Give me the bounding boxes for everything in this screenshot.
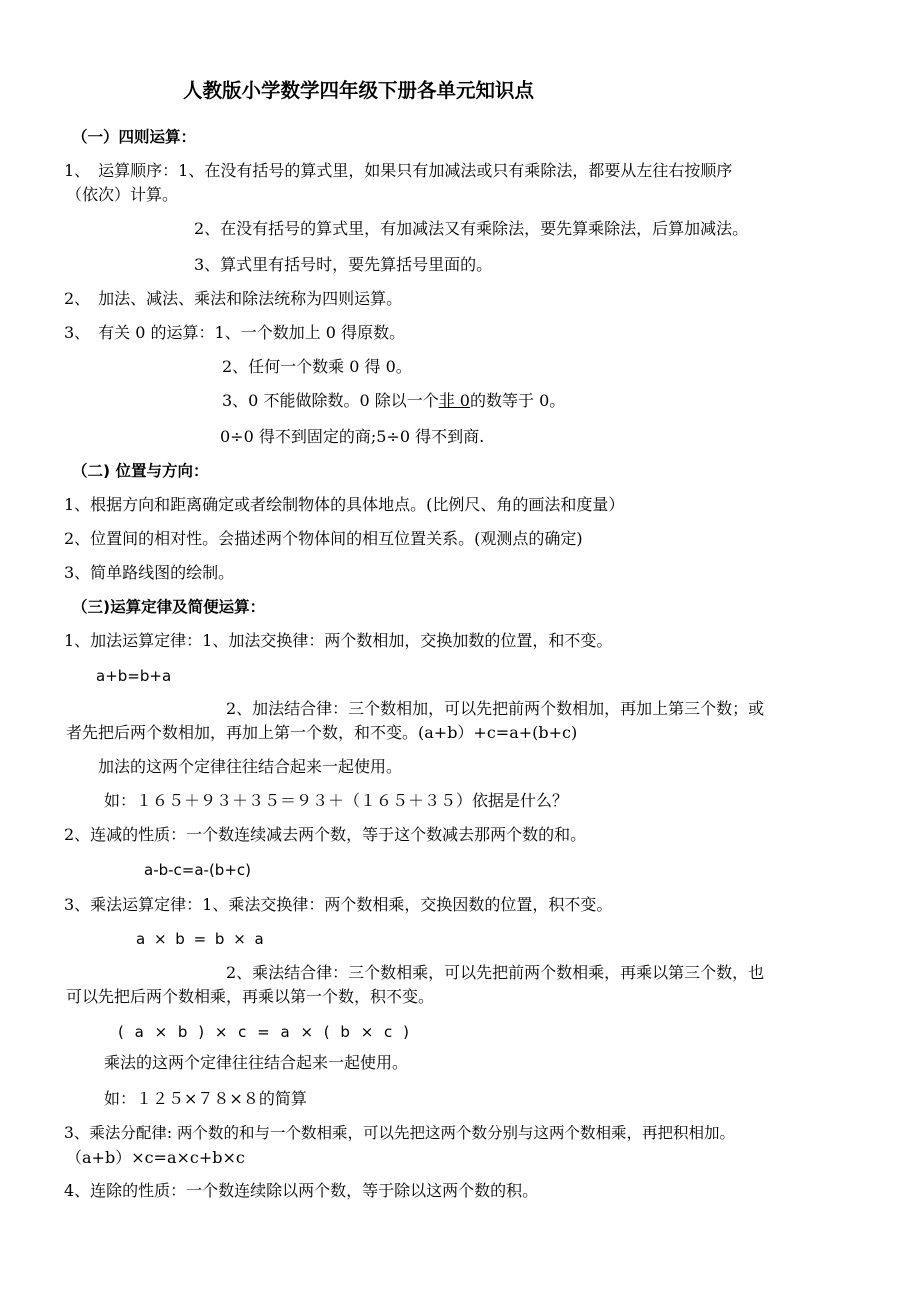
text-line: 2、乘法结合律：三个数相乘，可以先把前两个数相乘，再乘以第三个数，也: [226, 963, 765, 982]
text-line: 2、加法结合律：三个数相加，可以先把前两个数相加，再加上第三个数；或: [226, 699, 765, 718]
text-line: 1、根据方向和距离确定或者绘制物体的具体地点。(比例尺、角的画法和度量）: [64, 495, 625, 514]
text-line: 2、 加法、减法、乘法和除法统称为四则运算。: [64, 289, 403, 308]
text-line: 如：１６５＋９３＋３５＝９３＋（１６５＋３５）依据是什么？: [104, 791, 569, 810]
formula: ( a × b ) × c = a × ( b × c ): [118, 1023, 409, 1041]
section-heading-2: （二) 位置与方向：: [72, 462, 209, 480]
text-line: 3、算式里有括号时，要先算括号里面的。: [194, 255, 493, 274]
text-line: 2、任何一个数乘 0 得 0。: [222, 357, 412, 376]
text-line: 1、 运算顺序：1、在没有括号的算式里，如果只有加减法或只有乘除法，都要从左往右按顺序: [64, 161, 733, 180]
text-span: 的数等于 0。: [470, 391, 566, 410]
text-line: [222, 390, 565, 412]
text-line: 4、连除的性质：一个数连续除以两个数，等于除以这两个数的积。: [64, 1181, 539, 1200]
text-line: 3、简单路线图的绘制。: [64, 563, 235, 582]
text-line: 3、乘法运算定律：1、乘法交换律：两个数相乘，交换因数的位置，积不变。: [64, 895, 613, 914]
page-title: 人教版小学数学四年级下册各单元知识点: [183, 79, 535, 102]
formula: a+b=b+a: [96, 667, 172, 685]
text-line: 可以先把后两个数相乘，再乘以第一个数，积不变。: [66, 987, 435, 1006]
formula: a × b = b × a: [136, 930, 264, 948]
text-line: 0÷0 得不到固定的商;5÷0 得不到商.: [220, 427, 485, 446]
underlined-text: 非 0: [438, 391, 470, 410]
text-span: 3、0 不能做除数。0 除以一个: [222, 391, 439, 410]
text-line: 2、在没有括号的算式里，有加减法又有乘除法，要先算乘除法，后算加减法。: [194, 219, 749, 238]
formula: （a+b）×c=a×c+b×c: [66, 1148, 245, 1167]
text-line: 3、 有关 0 的运算：1、一个数加上 0 得原数。: [64, 323, 406, 342]
text-line: 加法的这两个定律往往结合起来一起使用。: [98, 757, 403, 776]
text-line: （依次）计算。: [66, 185, 179, 204]
text-line: 如：１２５×７８×８的简算: [104, 1089, 307, 1108]
text-line: 乘法的这两个定律往往结合起来一起使用。: [104, 1053, 409, 1072]
text-line: 者先把后两个数相加，再加上第一个数，和不变。(a+b）+c=a+(b+c): [66, 723, 578, 742]
text-line: 3、乘法分配律: 两个数的和与一个数相乘，可以先把这两个数分别与这两个数相乘，再把积相加。: [64, 1124, 736, 1142]
text-line: 2、位置间的相对性。会描述两个物体间的相互位置关系。(观测点的确定): [64, 529, 583, 548]
text-line: 1、加法运算定律：1、加法交换律：两个数相加，交换加数的位置，和不变。: [64, 631, 613, 650]
text-line: 2、连减的性质：一个数连续减去两个数，等于这个数减去那两个数的和。: [64, 825, 587, 844]
section-heading-3: （三)运算定律及简便运算：: [72, 598, 266, 616]
formula: a-b-c=a-(b+c): [144, 861, 251, 879]
section-heading-1: （一）四则运算：: [72, 128, 197, 146]
